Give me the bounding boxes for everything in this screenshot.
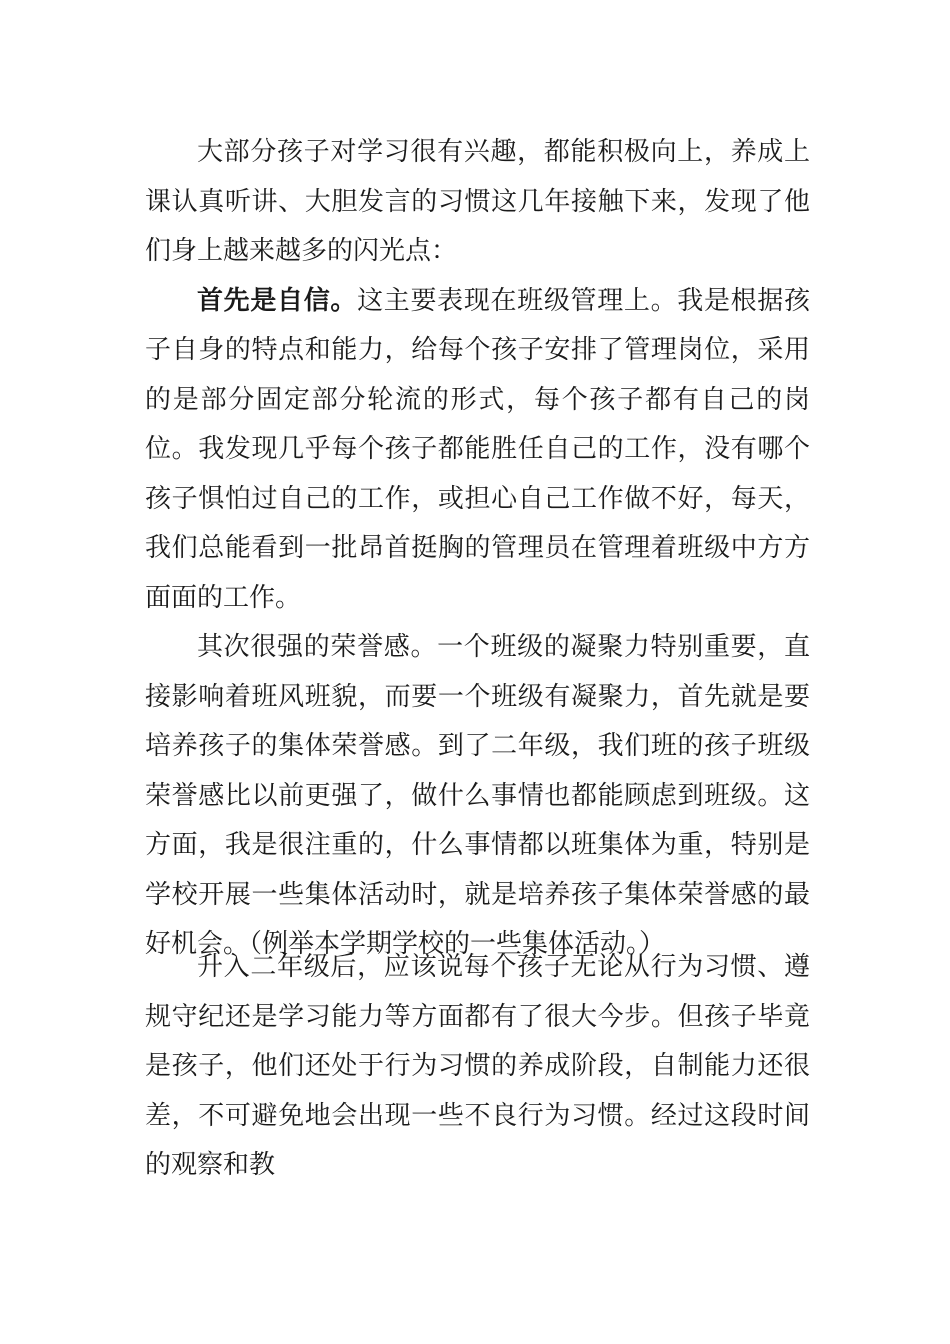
paragraph-grade-two: [145, 943, 810, 1191]
paragraph-lead-bold: 首先是自信。: [197, 285, 358, 316]
paragraph-text: 升入二年级后，应该说每个孩子无论从行为习惯、遵规守纪还是学习能力等方面都有了很大今步。但孩子毕竟是孩子，他们还处于行为习惯的养成阶段，自制能力还很差，不可避免地会出现一些不良行为习惯。经过这段时间的观察和教: [145, 952, 810, 1180]
paragraph-text: 大部分孩子对学习很有兴趣，都能积极向上，养成上课认真听讲、大胆发言的习惯这几年接触下来，发现了他们身上越来越多的闪光点：: [145, 137, 810, 266]
text-block-upper: [145, 128, 810, 970]
text-block-lower: [145, 943, 810, 1191]
paragraph-confidence: [145, 277, 810, 624]
paragraph-interest: [145, 128, 810, 277]
paragraph-text: 其次很强的荣誉感。一个班级的凝聚力特别重要，直接影响着班风班貌，而要一个班级有凝聚力，首先就是要培养孩子的集体荣誉感。到了二年级，我们班的孩子班级荣誉感比以前更强了，做什么事情也都能顾虑到班级。这方面，我是很注重的，什么事情都以班集体为重，特别是学校开展一些集体活动时，就是培养孩子集体荣誉感的最好机会。（例举本学期学校的一些集体活动。）: [145, 632, 810, 959]
paragraph-honor: [145, 623, 810, 970]
paragraph-text: 这主要表现在班级管理上。我是根据孩子自身的特点和能力，给每个孩子安排了管理岗位，采用的是部分固定部分轮流的形式，每个孩子都有自己的岗位。我发现几乎每个孩子都能胜任自己的工作，没有哪个孩子惧怕过自己的工作，或担心自己工作做不好，每天，我们总能看到一批昂首挺胸的管理员在管理着班级中方方面面的工作。: [145, 285, 810, 613]
